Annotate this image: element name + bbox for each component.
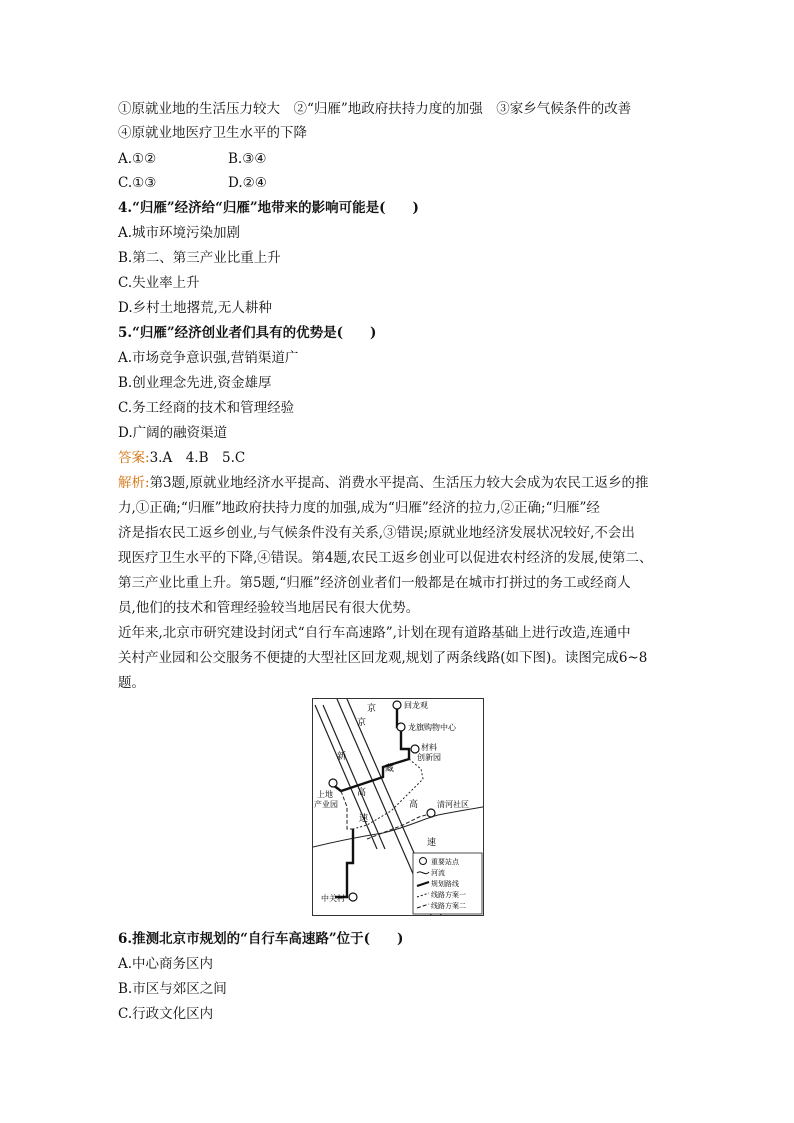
q3-option-c: C.①③	[118, 175, 157, 191]
station-longqi	[397, 723, 405, 731]
q3-statements-line2: ④原就业地医疗卫生水平的下降	[118, 125, 307, 141]
explanation-line6: 员,他们的技术和管理经验较当地居民有很大优势。	[118, 600, 420, 616]
explanation-line2: 力,①正确;“归雁”地政府扶持力度的加强,成为“归雁”经济的拉力,②正确;“归雁”经	[118, 500, 600, 516]
q6-option-c: C.行政文化区内	[118, 1006, 214, 1022]
station-cailiao	[411, 745, 419, 753]
q4-option-a: A.城市环境污染加剧	[118, 225, 241, 241]
q3-option-d: D.②④	[228, 175, 267, 191]
answer-value: 3.A 4.B 5.C	[149, 450, 246, 466]
route-plan-two-b	[367, 813, 433, 839]
label-qinghe: 清河社区	[437, 800, 469, 809]
q5-option-d: D.广阔的融资渠道	[118, 425, 228, 441]
label-cailiao1: 材料	[421, 743, 437, 752]
label-shangdi1: 上地	[317, 790, 333, 799]
legend-plan1: 线路方案一	[431, 891, 466, 899]
q6-option-b: B.市区与郊区之间	[118, 981, 227, 997]
q3-option-b: B.③④	[228, 151, 267, 167]
q5-option-a: A.市场竞争意识强,营销渠道广	[118, 350, 299, 366]
intro-line1: 近年来,北京市研究建设封闭式“自行车高速路”,计划在现有道路基础上进行改造,连通中	[118, 625, 631, 641]
road-gao1: 高	[357, 788, 367, 798]
q4-option-d: D.乡村土地撂荒,无人耕种	[118, 300, 272, 316]
q4-option-c: C.失业率上升	[118, 275, 200, 291]
answer-line	[118, 449, 245, 467]
road-zang: 藏	[385, 764, 395, 774]
station-qinghe	[427, 809, 435, 817]
route-plan-two-a	[341, 791, 353, 829]
q3-option-a: A.①②	[118, 151, 157, 167]
explanation-line1	[118, 474, 648, 492]
label-huilongguan: 回龙观	[404, 701, 428, 710]
explanation-label: 解析:	[118, 475, 150, 491]
answer-label: 答案:	[118, 450, 150, 466]
road-xin: 新	[337, 752, 347, 762]
question-5: 5.“归雁”经济创业者们具有的优势是( )	[118, 325, 377, 341]
legend-planned: 规划路线	[431, 880, 459, 888]
explanation-line3: 济是指农民工返乡创业,与气候条件没有关系,③错误;原就业地经济发展状况较好,不会出	[118, 525, 635, 541]
road-gao2: 高	[409, 800, 419, 810]
station-huilongguan	[393, 701, 401, 709]
label-cailiao2: 创新园	[417, 753, 441, 762]
legend-station-icon	[420, 858, 427, 865]
map-svg	[313, 699, 483, 915]
road-jing2: 京	[367, 704, 377, 714]
intro-line3: 题。	[118, 675, 145, 691]
legend-river: 河流	[431, 869, 445, 877]
intro-line2: 关村产业园和公交服务不便捷的大型社区回龙观,规划了两条线路(如下图)。读图完成6~8	[118, 650, 648, 666]
explanation-text1: 第3题,原就业地经济水平提高、消费水平提高、生活压力较大会成为农民工返乡的推	[149, 475, 649, 491]
question-4: 4.“归雁”经济给“归雁”地带来的影响可能是( )	[118, 200, 419, 216]
q3-statements-line1: ①原就业地的生活压力较大 ②“归雁”地政府扶持力度的加强 ③家乡气候条件的改善	[118, 101, 632, 117]
station-shangdi	[329, 779, 337, 787]
station-zhongguancun	[349, 893, 357, 901]
road-jing1: 京	[357, 718, 367, 728]
road-su1: 速	[359, 814, 369, 824]
bike-highway-map	[312, 698, 484, 916]
label-zhongguancun: 中关村	[321, 894, 345, 903]
jingxin-expressway-edge1	[315, 705, 377, 849]
q5-option-c: C.务工经商的技术和管理经验	[118, 400, 295, 416]
label-longqi: 龙旗购物中心	[408, 723, 456, 732]
label-shangdi2: 产业园	[314, 800, 338, 809]
q5-option-b: B.创业理念先进,资金雄厚	[118, 375, 272, 391]
legend-station: 重要站点	[431, 858, 459, 866]
q4-option-b: B.第二、第三产业比重上升	[118, 250, 281, 266]
explanation-line5: 第三产业比重上升。第5题,“归雁”经济创业者们一般都是在城市打拼过的务工或经商人	[118, 575, 631, 591]
legend-plan2: 线路方案二	[431, 902, 466, 910]
road-su2: 速	[427, 838, 437, 848]
explanation-line4: 现医疗卫生水平的下降,④错误。第4题,农民工返乡创业可以促进农村经济的发展,使第二、	[118, 550, 653, 566]
jingxin-expressway-edge2	[323, 705, 385, 849]
question-6: 6.推测北京市规划的“自行车高速路”位于( )	[118, 931, 404, 947]
q6-option-a: A.中心商务区内	[118, 956, 214, 972]
